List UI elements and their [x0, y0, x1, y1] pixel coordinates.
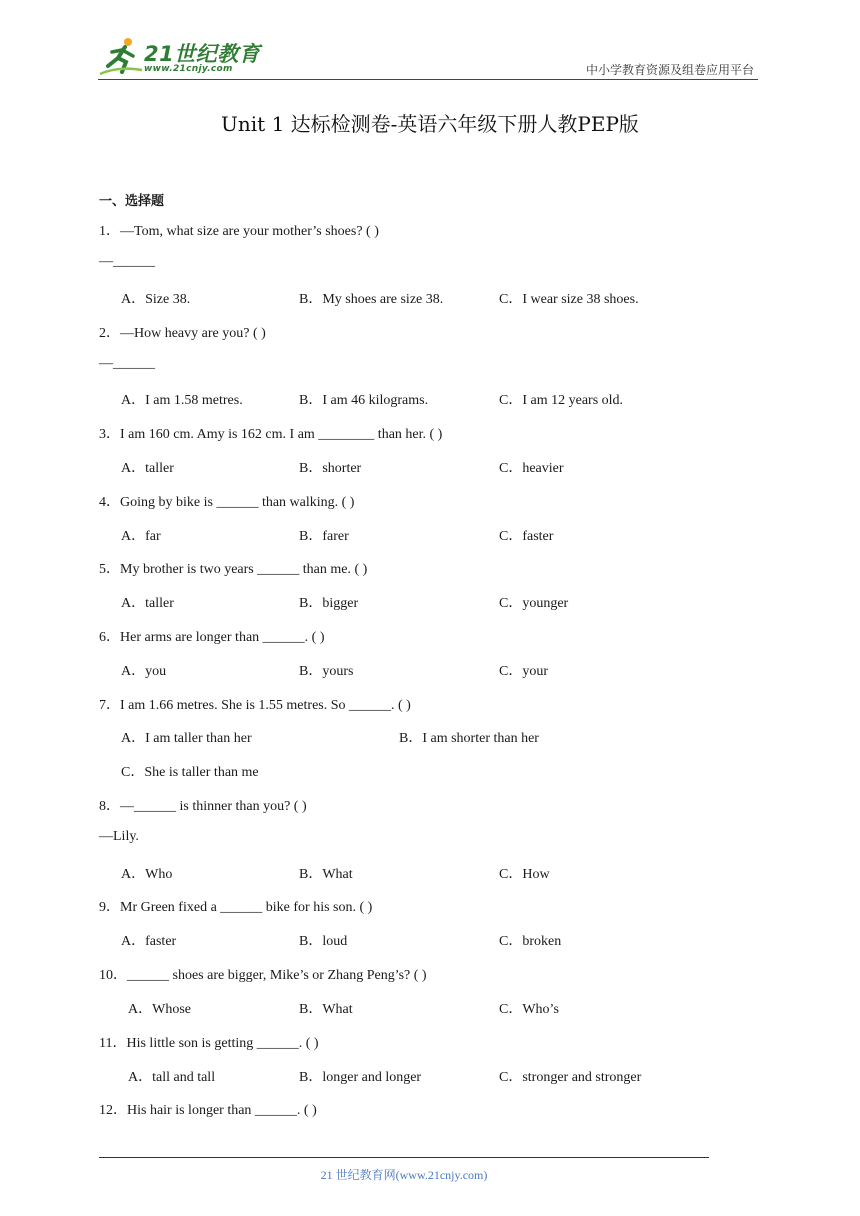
question-1-stem: 1．—Tom, what size are your mother’s shoes? ( ) [99, 224, 379, 239]
question-10-option-c[interactable]: C．Who’s [499, 1002, 559, 1017]
question-1-option-a[interactable]: A．Size 38. [121, 292, 191, 307]
question-9-option-c[interactable]: C．broken [499, 934, 562, 949]
question-10-option-a[interactable]: A．Whose [128, 1002, 191, 1017]
question-3-stem: 3．I am 160 cm. Amy is 162 cm. I am ________ than her. ( ) [99, 427, 443, 442]
question-11-option-c[interactable]: C．stronger and stronger [499, 1070, 642, 1085]
question-9-stem: 9．Mr Green fixed a ______ bike for his son. ( ) [99, 900, 373, 915]
question-4-option-c[interactable]: C．faster [499, 529, 554, 544]
question-7-option-b[interactable]: B．I am shorter than her [399, 731, 539, 746]
question-7-option-c[interactable]: C．She is taller than me [121, 765, 259, 780]
question-5-stem: 5．My brother is two years ______ than me. ( ) [99, 562, 368, 577]
question-1-answer-line: —______ [99, 254, 155, 269]
footer-divider [99, 1157, 709, 1158]
question-8-answer-line: —Lily. [99, 829, 139, 844]
document-title: Unit 1 达标检测卷-英语六年级下册人教PEP版 [221, 112, 639, 136]
question-11-option-b[interactable]: B．longer and longer [299, 1070, 422, 1085]
footer-text[interactable]: 21 世纪教育网(www.21cnjy.com) [320, 1168, 488, 1182]
question-5-option-c[interactable]: C．younger [499, 596, 569, 611]
question-10-stem: 10．______ shoes are bigger, Mike’s or Zhang Peng’s? ( ) [99, 968, 427, 983]
question-8-option-a[interactable]: A．Who [121, 867, 173, 882]
question-4-option-b[interactable]: B．farer [299, 529, 349, 544]
page-header [98, 34, 758, 80]
question-7-option-a[interactable]: A．I am taller than her [121, 731, 252, 746]
question-4-stem: 4．Going by bike is ______ than walking. ( ) [99, 495, 355, 510]
question-3-option-c[interactable]: C．heavier [499, 461, 564, 476]
question-6-stem: 6．Her arms are longer than ______. ( ) [99, 630, 325, 645]
question-7-stem: 7．I am 1.66 metres. She is 1.55 metres. So ______. ( ) [99, 698, 411, 713]
question-9-option-a[interactable]: A．faster [121, 934, 177, 949]
question-11-option-a[interactable]: A．tall and tall [128, 1070, 216, 1085]
logo-url: www.21cnjy.com [144, 64, 233, 74]
question-8-stem: 8．—______ is thinner than you? ( ) [99, 799, 307, 814]
question-11-stem: 11．His little son is getting ______. ( ) [99, 1036, 319, 1051]
question-1-option-c[interactable]: C．I wear size 38 shoes. [499, 292, 639, 307]
question-1-option-b[interactable]: B．My shoes are size 38. [299, 292, 444, 307]
question-5-option-a[interactable]: A．taller [121, 596, 174, 611]
question-12-stem: 12．His hair is longer than ______. ( ) [99, 1103, 317, 1118]
question-4-option-a[interactable]: A．far [121, 529, 161, 544]
question-5-option-b[interactable]: B．bigger [299, 596, 359, 611]
question-2-stem: 2．—How heavy are you? ( ) [99, 326, 266, 341]
question-2-answer-line: —______ [99, 356, 155, 371]
runner-logo-icon [98, 36, 144, 76]
question-8-option-b[interactable]: B．What [299, 867, 353, 882]
question-2-option-a[interactable]: A．I am 1.58 metres. [121, 393, 243, 408]
logo [98, 34, 268, 80]
question-3-option-a[interactable]: A．taller [121, 461, 174, 476]
question-10-option-b[interactable]: B．What [299, 1002, 353, 1017]
logo-text: 21世纪教育 [144, 42, 261, 66]
question-2-option-c[interactable]: C．I am 12 years old. [499, 393, 624, 408]
question-8-option-c[interactable]: C．How [499, 867, 550, 882]
header-divider [98, 79, 758, 80]
question-9-option-b[interactable]: B．loud [299, 934, 348, 949]
question-6-option-b[interactable]: B．yours [299, 664, 354, 679]
platform-name: 中小学教育资源及组卷应用平台 [585, 63, 754, 77]
question-6-option-a[interactable]: A．you [121, 664, 167, 679]
question-6-option-c[interactable]: C．your [499, 664, 548, 679]
section-heading: 一、选择题 [99, 194, 165, 209]
question-3-option-b[interactable]: B．shorter [299, 461, 362, 476]
question-2-option-b[interactable]: B．I am 46 kilograms. [299, 393, 429, 408]
